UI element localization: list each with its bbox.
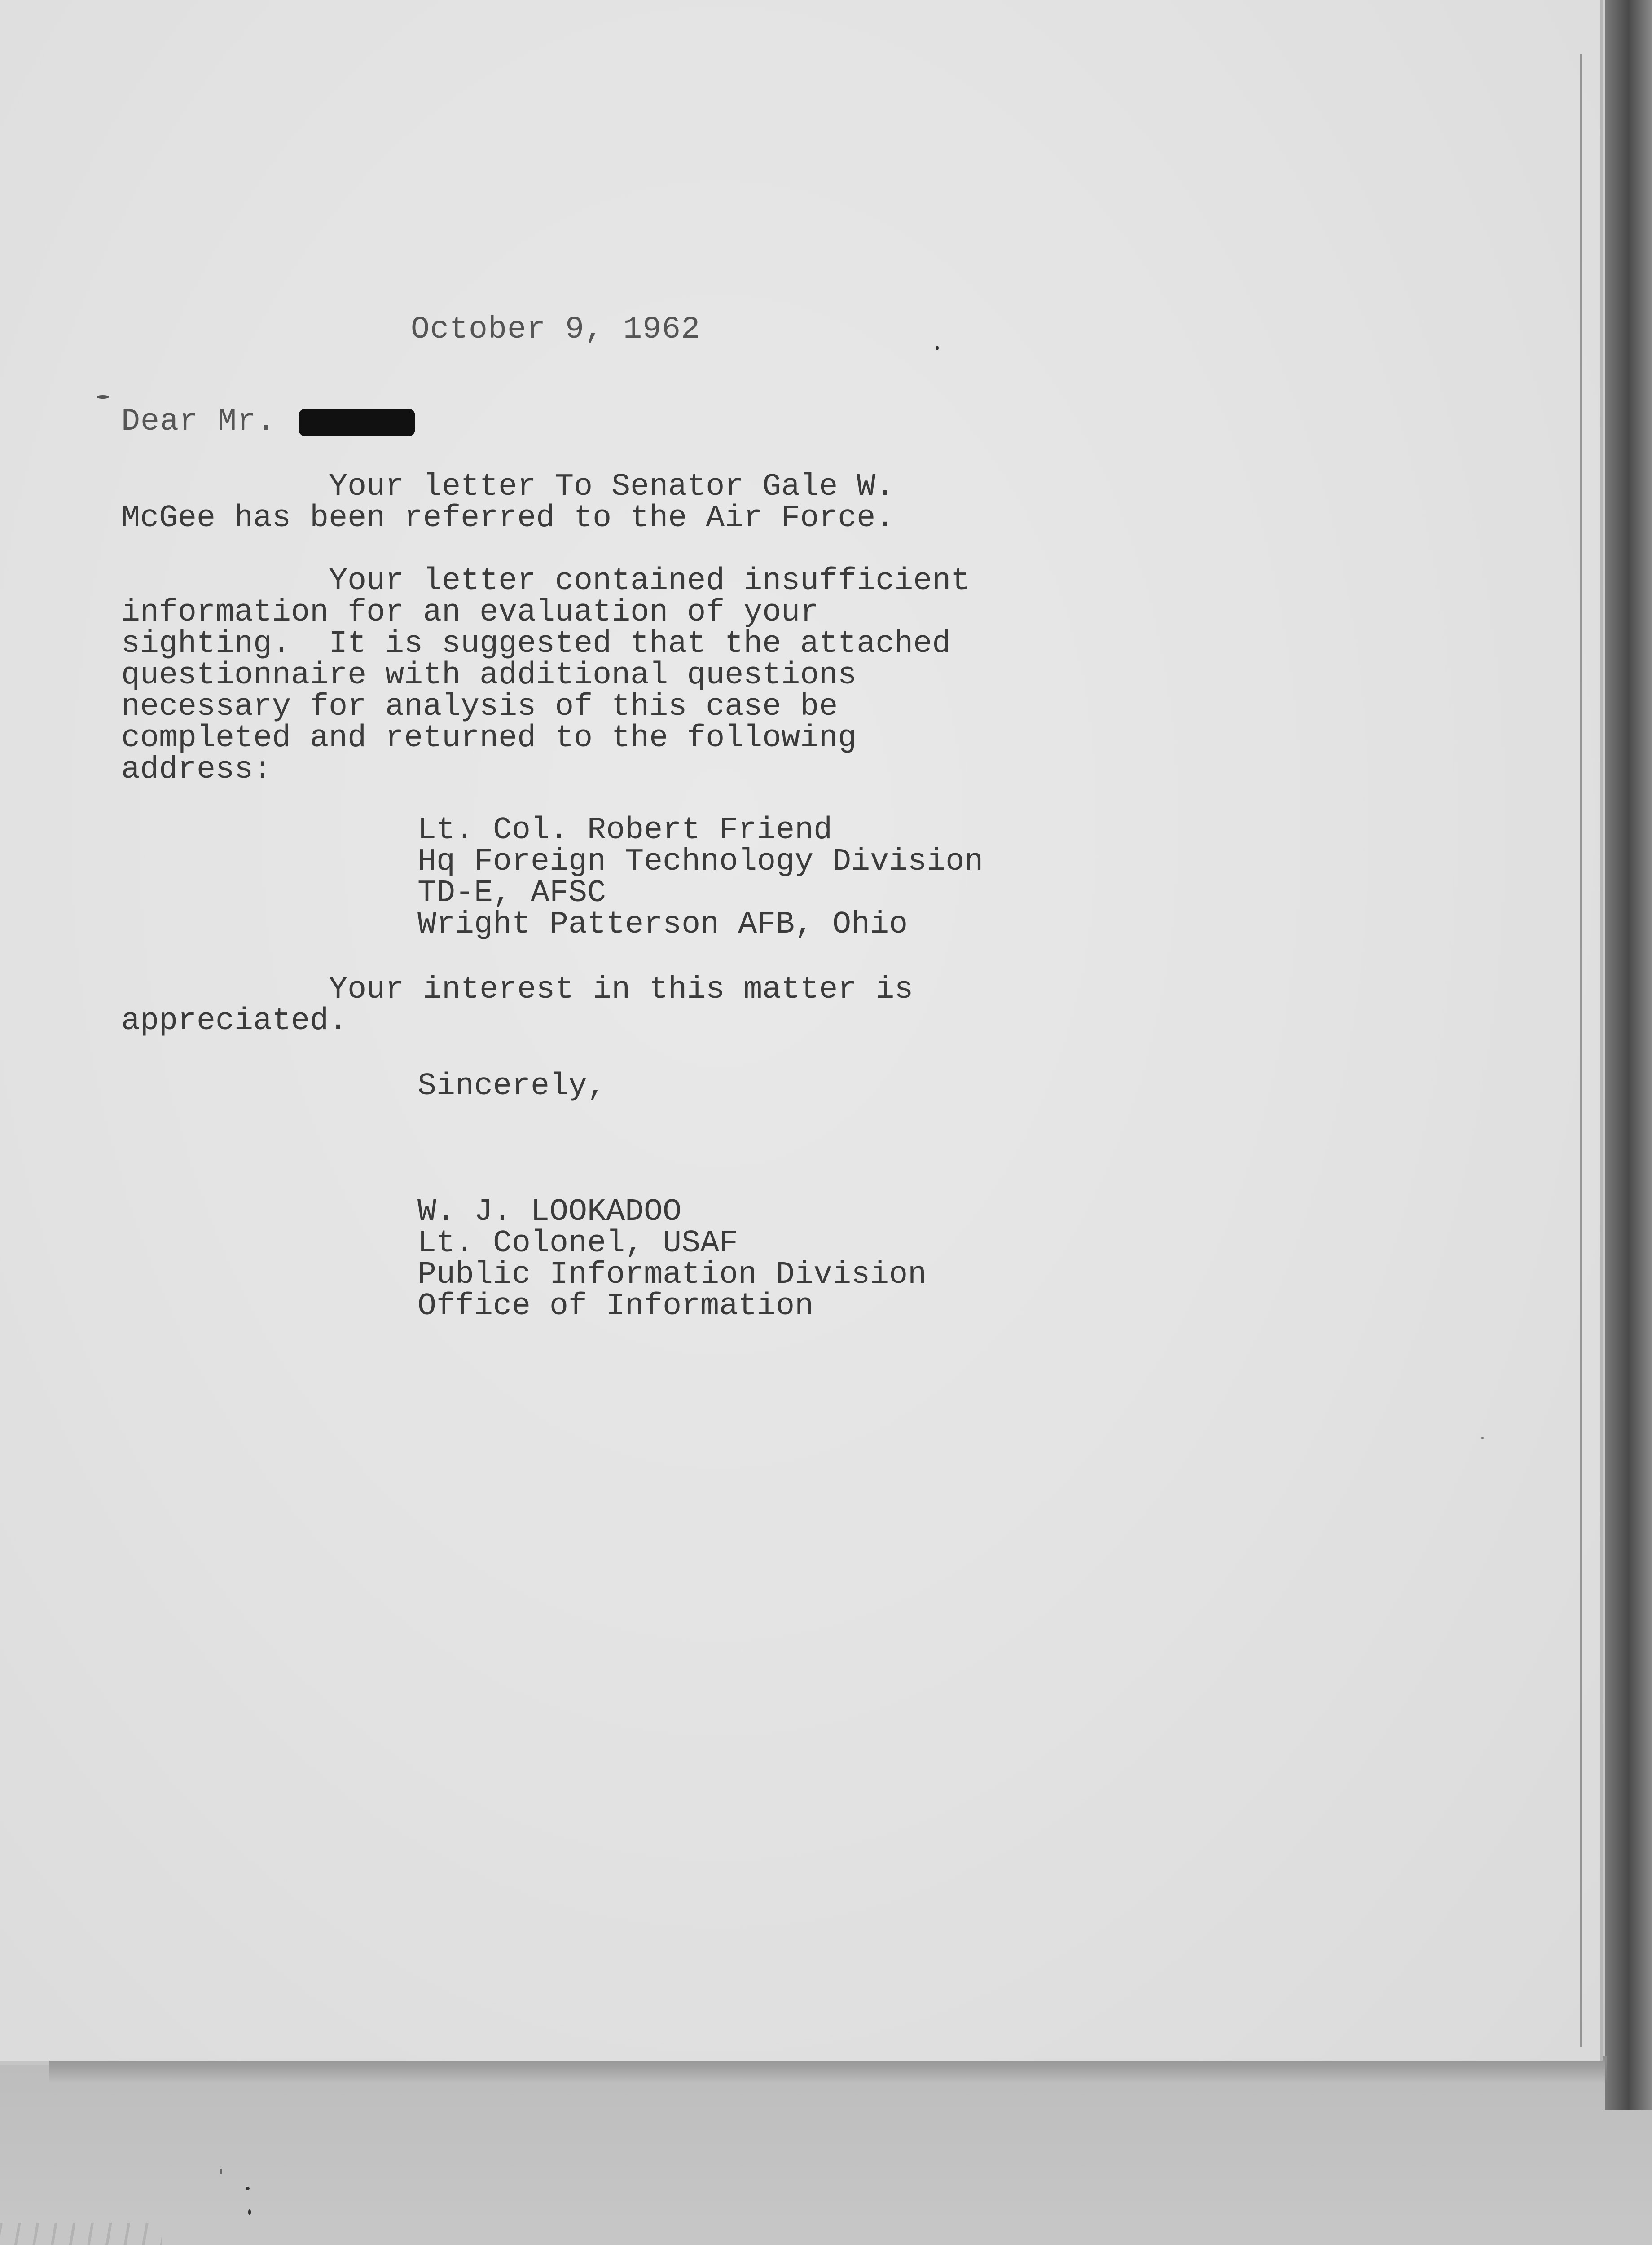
speck [936,346,939,350]
desk-smudge [0,2223,162,2245]
speck [97,395,109,399]
desk-background [0,2065,1652,2245]
mailing-address: Lt. Col. Robert Friend Hq Foreign Technology Division TD-E, AFSC Wright Patterson AFB, Ohio [417,813,984,942]
page-edge-line [1580,54,1582,2047]
speck [248,2209,251,2215]
redacted-name [299,409,415,436]
speck [1481,1437,1484,1439]
paragraph-referral: Your letter To Senator Gale W. McGee has been referred to the Air Force. [121,469,895,536]
signature-block: W. J. LOOKADOO Lt. Colonel, USAF Public Information Division Office of Information [417,1194,927,1324]
speck [246,2187,250,2190]
paragraph-appreciation: Your interest in this matter is appreciated. [121,972,914,1039]
letter-date: October 9, 1962 [411,312,701,348]
closing: Sincerely, [417,1069,606,1104]
right-edge-strip [1605,0,1652,2110]
speck [220,2169,222,2174]
paragraph-insufficient-info: Your letter contained insufficient information for an evaluation of your sighting. It is suggested that the attached questionnaire with additional questions necessary for analysis of this case be completed and returned to the following address: [121,563,970,788]
salutation: Dear Mr. [121,404,276,440]
